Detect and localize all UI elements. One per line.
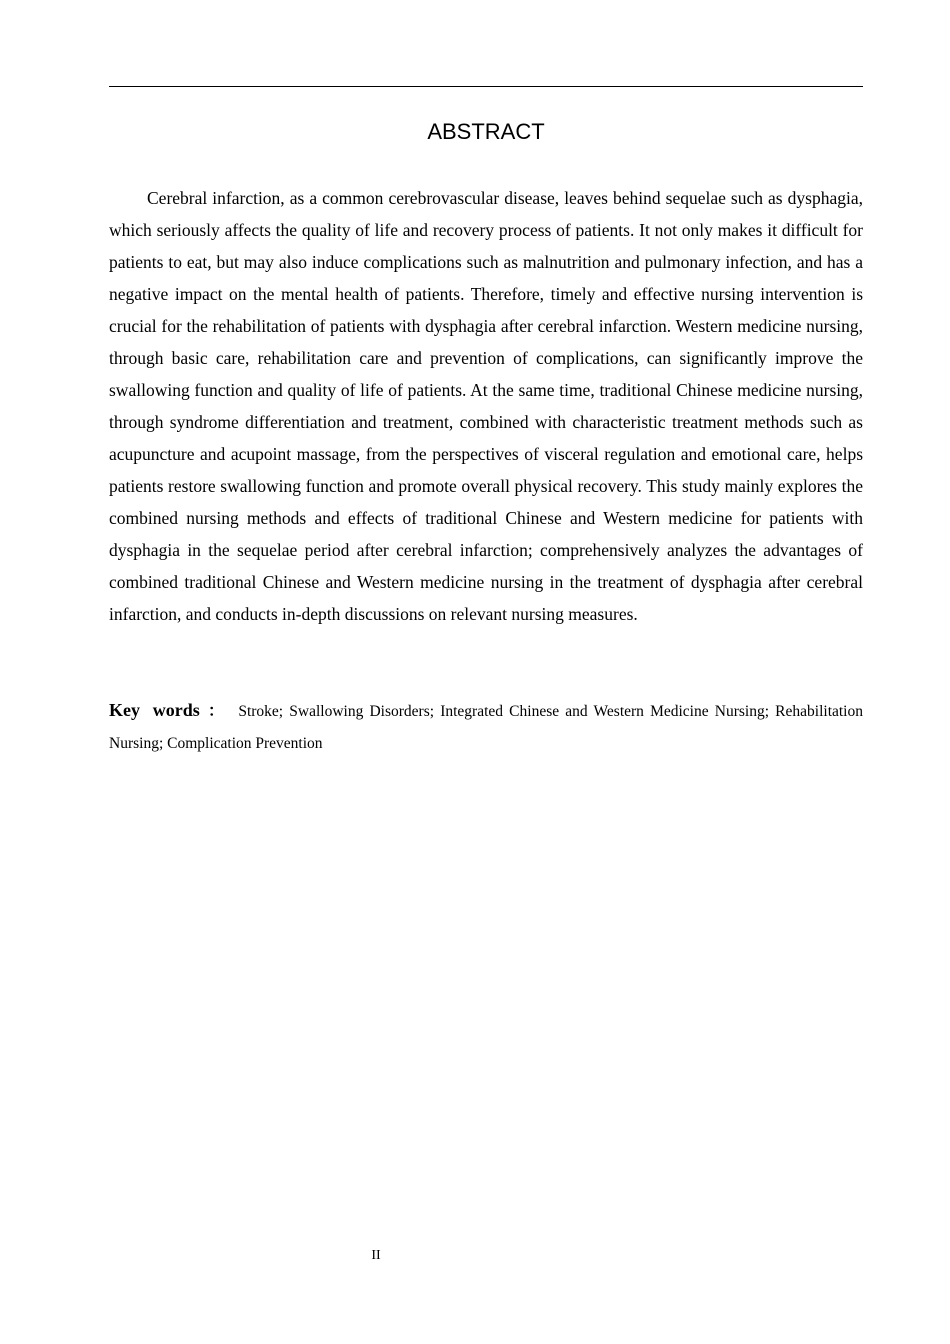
header-rule [109,86,863,87]
page-number: II [371,1248,381,1263]
abstract-title: ABSTRACT [427,119,545,144]
keywords-label: Key words [109,700,200,720]
keywords-list: Stroke; Swallowing Disorders; Integrated Chinese and Western Medicine Nursing; Rehabilitation Nursing; Complication Prevention [109,703,863,752]
abstract-body: Cerebral infarction, as a common cerebrovascular disease, leaves behind sequelae such as dysphagia, which seriously affects the quality of life and recovery process of patients. It not only makes it difficult for patients to eat, but may also induce complications such as malnutrition and pulmonary infection, and has a negative impact on the mental health of patients. Therefore, timely and effective nursing intervention is crucial for the rehabilitation of patients with dysphagia after cerebral infarction. Western medicine nursing, through basic care, rehabilitation care and prevention of complications, can significantly improve the swallowing function and quality of life of patients. At the same time, traditional Chinese medicine nursing, through syndrome differentiation and treatment, combined with characteristic treatment methods such as acupuncture and acupoint massage, from the perspectives of visceral regulation and emotional care, helps patients restore swallowing function and promote overall physical recovery. This study mainly explores the combined nursing methods and effects of traditional Chinese and Western medicine for patients with dysphagia in the sequelae period after cerebral infarction; comprehensively analyzes the advantages of combined traditional Chinese and Western medicine nursing in the treatment of dysphagia after cerebral infarction, and conducts in-depth discussions on relevant nursing measures. [109,188,863,624]
keywords-paragraph [109,694,863,760]
keywords-separator: ： [205,703,227,720]
